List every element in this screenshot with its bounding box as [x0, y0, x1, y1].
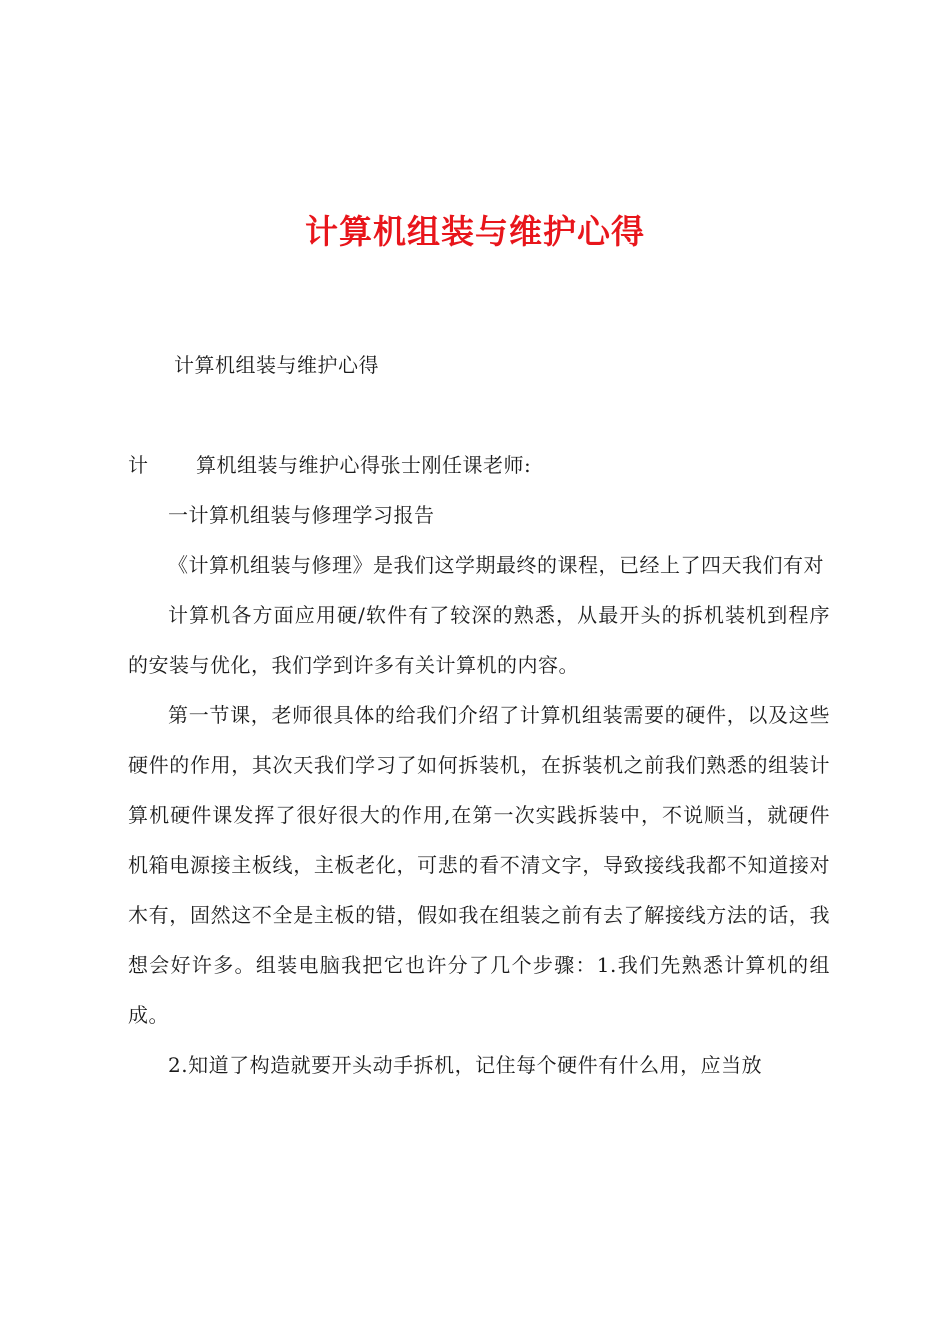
author-line-first-char: 计: [128, 453, 149, 477]
author-line: [128, 440, 830, 490]
document-title: 计算机组装与维护心得: [305, 212, 645, 251]
document-body: [128, 490, 830, 1090]
author-line-text: 算机组装与维护心得张士刚任课老师:: [196, 453, 532, 477]
document-subtitle: 计算机组装与维护心得: [174, 353, 379, 377]
paragraph-step-two: 2.知道了构造就要开头动手拆机，记住每个硬件有什么用，应当放: [168, 1053, 763, 1077]
paragraph-knowledge: 计算机各方面应用硬/软件有了较深的熟悉，从最开头的拆机装机到程序的安装与优化，我们学到许多有关计算机的内容。: [128, 603, 830, 677]
paragraph-report-heading: 一计算机组装与修理学习报告: [168, 503, 435, 527]
paragraph-first-lesson: 第一节课，老师很具体的给我们介绍了计算机组装需要的硬件，以及这些硬件的作用，其次天我们学习了如何拆装机，在拆装机之前我们熟悉的组装计算机硬件课发挥了很好很大的作用,在第一次实践拆装中，不说顺当，就硬件机箱电源接主板线，主板老化，可悲的看不清文字，导致接线我都不知道接对木有，固然这不全是主板的错，假如我在组装之前有去了解接线方法的话，我想会好许多。组装电脑我把它也许分了几个步骤：1.我们先熟悉计算机的组成。: [128, 703, 830, 1027]
paragraph-intro: 《计算机组装与修理》是我们这学期最终的课程，已经上了四天我们有对: [168, 553, 824, 577]
